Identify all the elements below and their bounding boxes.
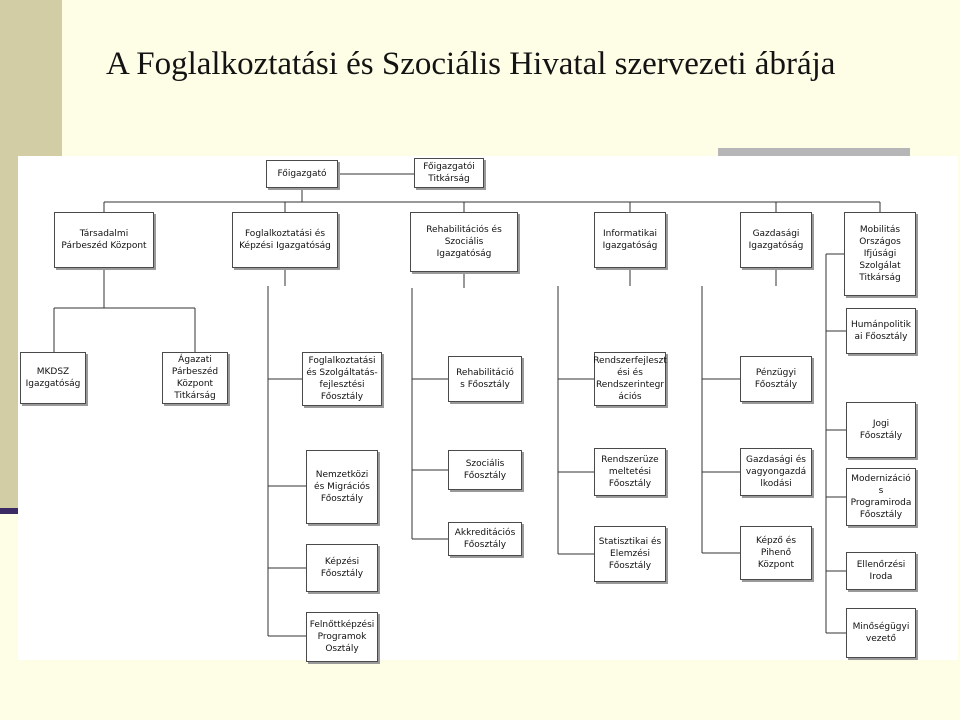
org-unit-label: Nemzetközi és Migrációs Főosztály [314,470,370,504]
slide-title: A Foglalkoztatási és Szociális Hivatal szervezeti ábrája [106,46,836,82]
org-unit-label: Statisztikai és Elemzési Főosztály [598,537,662,571]
org-unit-gazd [740,212,812,268]
org-unit-gazdvagyon [740,448,812,496]
org-unit-kepzesi [306,544,378,592]
org-unit-ellen [846,552,916,590]
org-chart [18,156,958,660]
org-unit-jogi [846,402,916,458]
org-unit-label: Mobilitás Országos Ifjúsági Szolgálat Titkárság [859,225,901,283]
org-unit-label: Képző és Pihenő Központ [755,536,797,570]
org-unit-tpk [54,212,154,268]
org-unit-label: MKDSZ Igazgatóság [25,367,81,389]
org-unit-label: Ágazati Párbeszéd Központ Titkárság [171,355,219,401]
org-unit-felnott [306,612,378,662]
org-unit-label: Foglalkoztatási és Képzési Igazgatóság [239,229,331,251]
org-unit-label: Rehabilitációs és Szociális Igazgatóság [426,225,502,259]
org-unit-label: Minőségügyi vezető [852,622,910,644]
org-unit-label: Modernizáció s Programiroda Főosztály [850,474,912,520]
org-unit-label: Humánpolitik ai Főosztály [851,320,911,342]
org-unit-nmf [306,450,378,524]
org-unit-human [846,308,916,354]
org-unit-label: Képzési Főosztály [320,557,364,579]
org-unit-label: Pénzügyi Főosztály [754,368,798,390]
org-unit-label: Gazdasági Igazgatóság [748,229,804,251]
org-unit-label: Informatikai Igazgatóság [602,229,658,251]
org-unit-label: Rehabilitáció s Főosztály [456,368,514,390]
org-unit-label: Felnőttképzési Programok Osztály [309,620,375,654]
org-unit-mkdsz [20,352,86,404]
org-unit-label: Társadalmi Párbeszéd Központ [61,229,147,251]
org-unit-label: Foglalkoztatási és Szolgáltatás- fejlesztési Főosztály [306,356,378,402]
org-unit-minoseg [846,608,916,658]
org-unit-rendszerfejl [594,352,666,406]
org-unit-rehab [448,356,522,402]
decorative-gray-bar [718,148,910,156]
org-unit-szoc [448,450,522,490]
org-unit-label: Gazdasági és vagyongazdá lkodási [745,455,807,489]
org-unit-label: Rendszerüze meltetési Főosztály [601,455,659,489]
org-unit-rendszeruz [594,448,666,496]
org-unit-fotit [414,158,484,188]
org-unit-label: Jogi Főosztály [859,419,903,441]
org-unit-fo [266,160,338,188]
org-unit-akkr [448,522,522,556]
org-unit-label: Főigazgató [277,169,327,179]
org-unit-fki [232,212,338,268]
org-unit-fszf [302,352,382,406]
org-unit-mob [844,212,916,296]
org-unit-agazati [162,352,228,404]
org-unit-label: Ellenőrzési Iroda [856,560,906,582]
org-unit-kepzopiheno [740,526,812,580]
org-unit-label: Rendszerfejleszt ési és Rendszerintegr ációs [593,356,667,402]
org-unit-penzugyi [740,356,812,402]
org-unit-label: Akkreditációs Főosztály [454,528,516,550]
org-unit-label: Főigazgatói Titkárság [423,162,475,184]
org-unit-rszi [410,212,518,272]
org-unit-stat [594,526,666,582]
org-unit-inf [594,212,666,268]
org-unit-modern [846,468,916,526]
org-unit-label: Szociális Főosztály [463,459,507,481]
